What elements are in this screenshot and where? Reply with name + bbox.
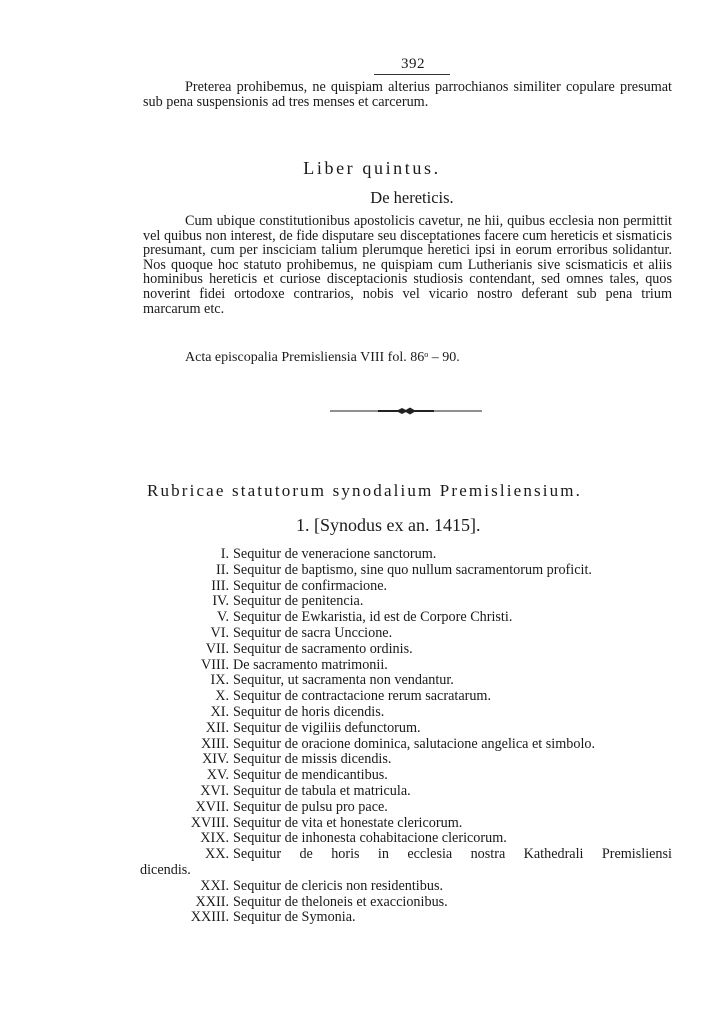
item-number: XV. xyxy=(206,767,229,784)
item-number: I. xyxy=(220,546,229,562)
list-item xyxy=(143,910,672,926)
item-number: XXIII. xyxy=(190,909,229,926)
item-number: XVII. xyxy=(195,798,229,815)
item-text: Sequitur de contractacione rerum sacratarum. xyxy=(233,688,492,705)
item-text: Sequitur de baptismo, sine quo nullum sacramentorum proficit. xyxy=(233,561,592,578)
list-item xyxy=(143,563,672,579)
paragraph-copulare: Preterea prohibemus, ne quispiam alterius parrochianos similiter copulare presumat sub pena suspensionis ad tres menses et carcerum. xyxy=(143,79,672,110)
item-text: Sequitur de confirmacione. xyxy=(233,577,388,594)
item-number: XIX. xyxy=(200,830,229,847)
list-item xyxy=(143,816,672,832)
paragraph-hereticis: Cum ubique constitutionibus apostolicis cavetur, ne hii, quibus ecclesia non permittit vel quibus non interest, de fide disputare seu disceptationes facere cum hereticis et sismaticis presumant, cum per insciciam talium plerumque heretici ipsi in eorum erroribus solidantur. Nos quoque hoc statuto prohibemus, ne quispiam cum Lutherianis sive scismaticis et aliis hominibus hereticis et curiose disceptacionis studiosis contendant, sed omnes tales, quos noverint fidei ortodoxe contrarios, nobis vel vicario nostro deferant sub pena trium marcarum etc. xyxy=(143,213,672,317)
item-number: IX. xyxy=(210,672,229,689)
item-text: Sequitur de oracione dominica, salutacione angelica et simbolo. xyxy=(233,735,596,752)
list-item xyxy=(140,846,672,879)
list-item xyxy=(143,689,672,705)
item-text: Sequitur de pulsu pro pace. xyxy=(233,798,388,815)
list-item xyxy=(143,768,672,784)
item-text: Sequitur, ut sacramenta non vendantur. xyxy=(233,672,454,689)
item-number: XII. xyxy=(205,719,229,736)
item-number: X. xyxy=(215,688,229,705)
list-item xyxy=(143,784,672,800)
item-number: III. xyxy=(211,577,229,594)
list-item xyxy=(143,879,672,895)
synod-heading: 1. [Synodus ex an. 1415]. xyxy=(296,515,481,535)
item-number: VI. xyxy=(210,624,229,641)
item-number: XXI. xyxy=(200,877,229,894)
item-text: De sacramento matrimonii. xyxy=(233,656,388,673)
item-text-continuation: dicendis. xyxy=(140,861,191,878)
item-number: XXII. xyxy=(195,893,229,910)
item-text: Sequitur de vigiliis defunctorum. xyxy=(233,719,421,736)
item-text: Sequitur de mendicantibus. xyxy=(233,767,388,784)
item-text: Sequitur de sacramento ordinis. xyxy=(233,640,413,657)
item-text: Sequitur de theloneis et exaccionibus. xyxy=(233,893,448,910)
item-text: Sequitur de tabula et matricula. xyxy=(233,782,411,799)
item-number: II. xyxy=(216,561,229,578)
item-number: XVI. xyxy=(200,782,229,799)
item-text: Sequitur de veneracione sanctorum. xyxy=(233,546,437,562)
item-number: VII. xyxy=(205,640,229,657)
list-item xyxy=(143,658,672,674)
list-item xyxy=(143,895,672,911)
item-number: XIV. xyxy=(202,751,229,768)
list-item xyxy=(143,721,672,737)
item-text: Sequitur de missis dicendis. xyxy=(233,751,392,768)
item-text: Sequitur de Symonia. xyxy=(233,909,356,926)
item-text: Sequitur de penitencia. xyxy=(233,593,364,610)
rubricae-title: Rubricae statutorum synodalium Premisliensium. xyxy=(147,481,583,500)
list-item xyxy=(143,737,672,753)
list-item xyxy=(143,673,672,689)
item-number: XIII. xyxy=(201,735,229,752)
source-citation: Acta episcopalia Premisliensia VIII fol. 86ᵒ – 90. xyxy=(185,350,460,365)
list-item xyxy=(143,547,672,563)
item-number: VIII. xyxy=(201,656,229,673)
list-item xyxy=(143,705,672,721)
rubric-list xyxy=(140,546,672,926)
item-text: Sequitur de horis in ecclesia nostra Kathedrali Premisliensi xyxy=(233,846,672,863)
item-text: Sequitur de sacra Unccione. xyxy=(233,624,393,641)
page-number: 392 xyxy=(401,56,425,72)
item-text: Sequitur de clericis non residentibus. xyxy=(233,877,444,894)
list-item xyxy=(143,642,672,658)
liber-quintus-heading: Liber quintus. xyxy=(303,158,441,178)
list-item xyxy=(143,752,672,768)
item-number: XVIII. xyxy=(190,814,229,831)
page-number-rule xyxy=(374,74,450,75)
de-hereticis-heading: De hereticis. xyxy=(370,188,454,207)
item-text: Sequitur de inhonesta cohabitacione clericorum. xyxy=(233,830,507,847)
item-text: Sequitur de vita et honestate clericorum. xyxy=(233,814,463,831)
list-item xyxy=(143,579,672,595)
item-text: Sequitur de horis dicendis. xyxy=(233,703,385,720)
section-divider-ornament xyxy=(330,406,482,416)
item-number: XI. xyxy=(210,703,229,720)
item-number: IV. xyxy=(212,593,229,610)
item-number: V. xyxy=(217,609,229,626)
item-text: Sequitur de Ewkaristia, id est de Corpore Christi. xyxy=(233,609,513,626)
list-item xyxy=(143,800,672,816)
item-number: XX. xyxy=(204,846,229,863)
list-item xyxy=(143,594,672,610)
list-item xyxy=(143,831,672,847)
list-item xyxy=(143,626,672,642)
list-item xyxy=(143,610,672,626)
